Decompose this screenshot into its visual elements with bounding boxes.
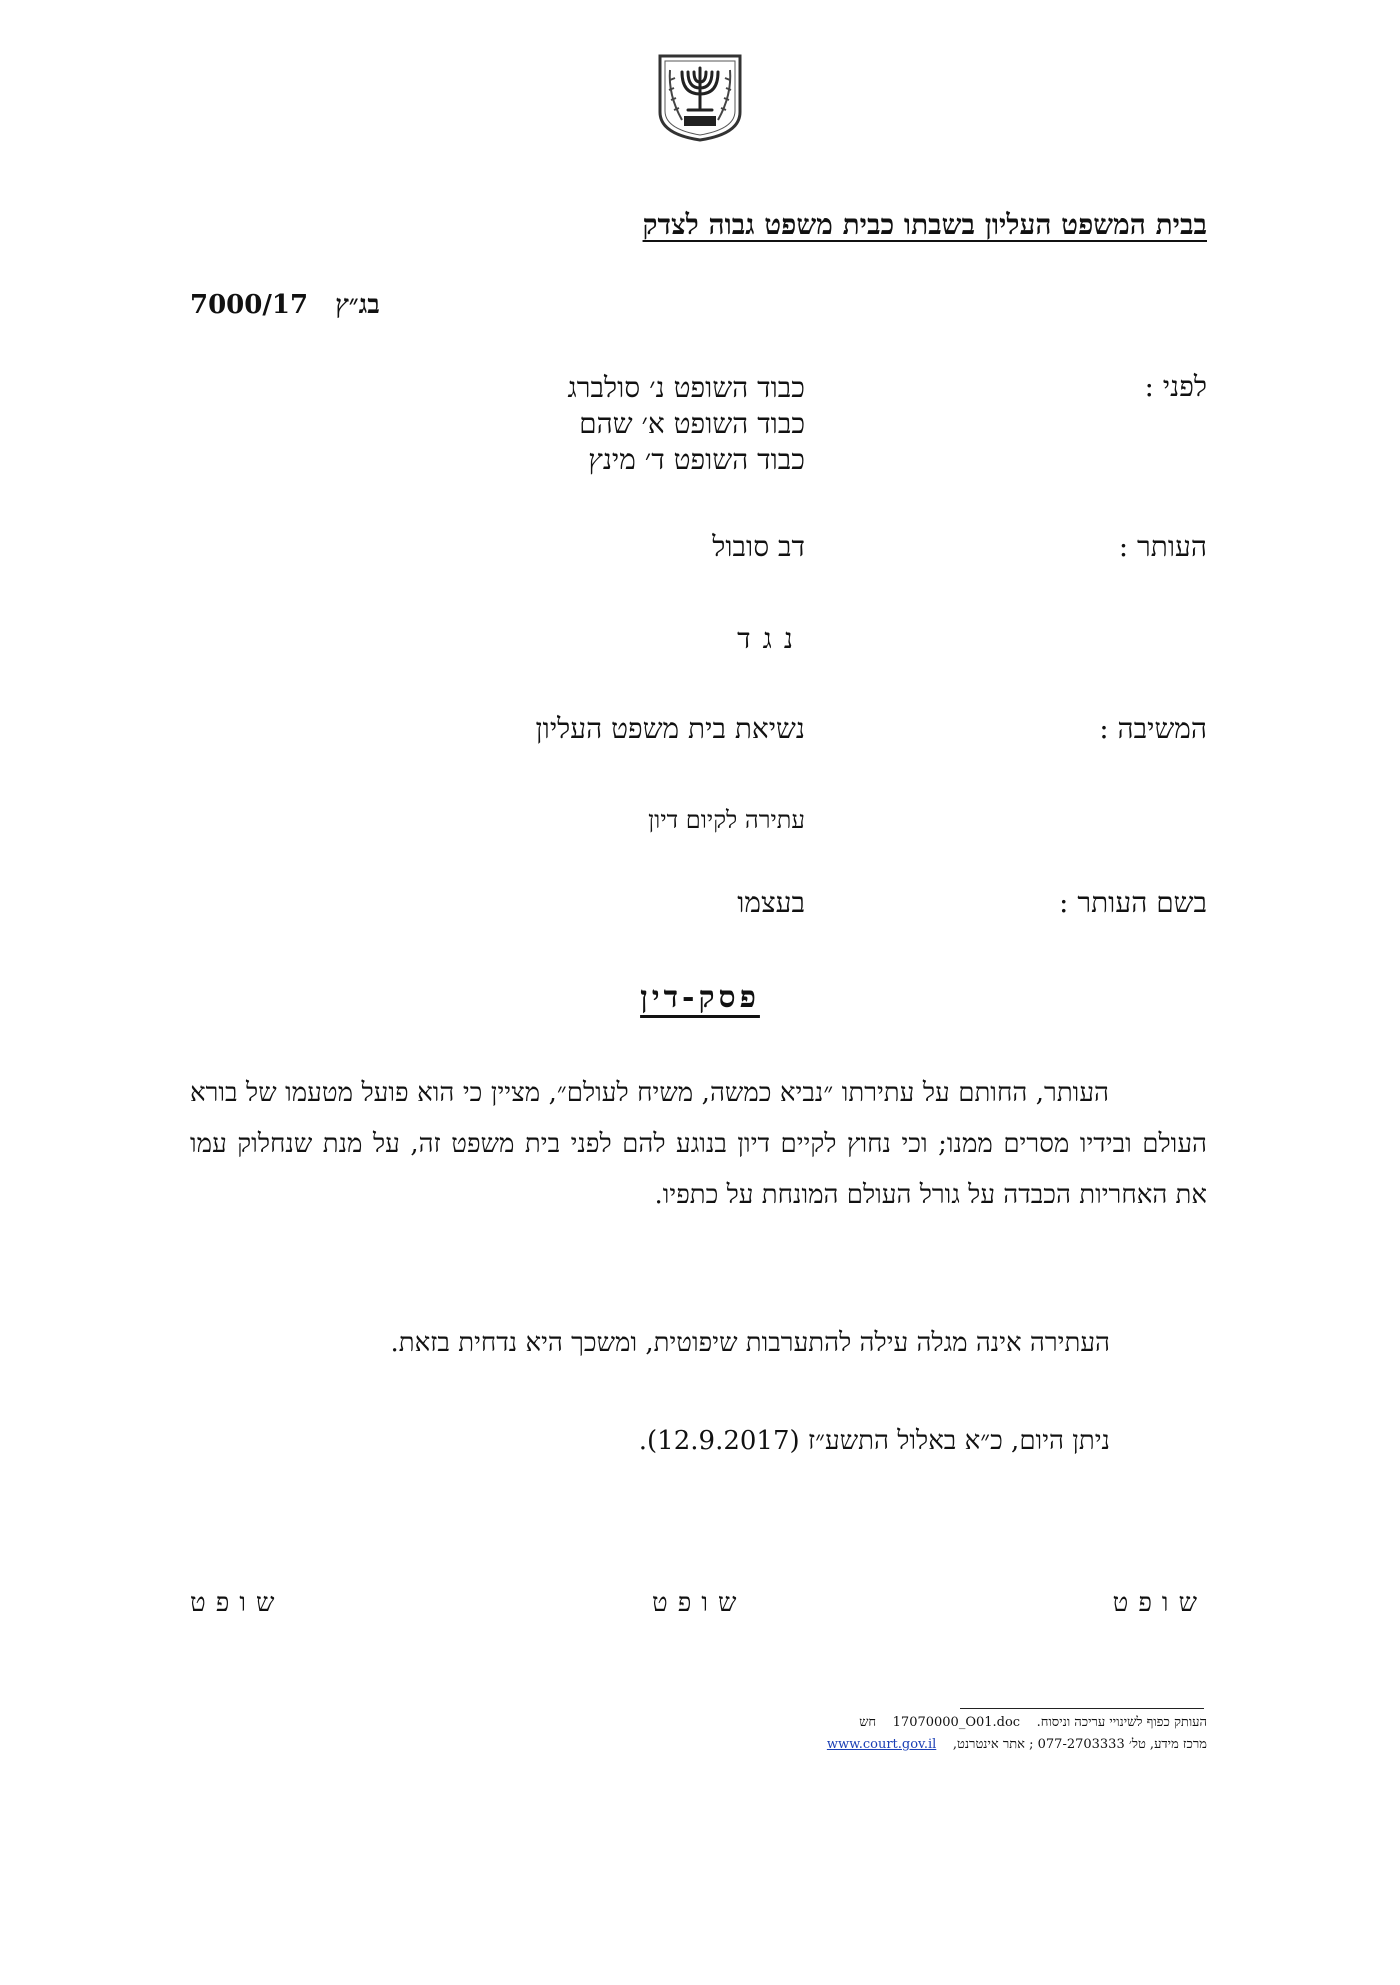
court-website-link[interactable]: www.court.gov.il	[826, 1737, 937, 1752]
court-title: בבית המשפט העליון בשבתו כבית משפט גבוה לצדק	[642, 208, 1207, 241]
footer-divider	[960, 1708, 1204, 1709]
footer-initials: חש	[859, 1715, 877, 1730]
verdict-paragraph-2: העתירה אינה מגלה עילה להתערבות שיפוטית, ומשכך היא נדחית בזאת.	[390, 1328, 1110, 1358]
judge-name: כבוד השופט נ׳ סולברג	[567, 371, 805, 404]
footer-line-1	[859, 1714, 1207, 1730]
petition-type: עתירה לקיום דיון	[648, 806, 805, 834]
case-number-value: 7000/17	[190, 290, 309, 320]
judge-signature: שופט	[652, 1588, 747, 1618]
petitioner-label: העותר :	[1118, 530, 1207, 563]
counsel-label: בשם העותר :	[1059, 886, 1207, 919]
footer-disclaimer: העותק כפוף לשינויי עריכה וניסוח.	[1036, 1715, 1207, 1730]
judge-name: כבוד השופט ד׳ מינץ	[588, 443, 805, 476]
verdict-paragraph-1	[190, 1068, 1207, 1221]
judge-signature: שופט	[190, 1588, 285, 1618]
footer-file-name: 17070000_O01.doc	[892, 1715, 1021, 1730]
case-prefix: בג״ץ	[335, 290, 380, 320]
verdict-title: פסק-דין	[640, 980, 760, 1015]
footer-line-2	[827, 1736, 1207, 1752]
paragraph-text: העותר, החותם על עתירתו ״נביא כמשה, משיח לעולם״, מציין כי הוא פועל מטעמו של בורא העולם ובידיו מסרים ממנו; וכי נחוץ לקיים דיון בנוגע להם לפני בית משפט זה, על מנת שנחלוק עמו את האחריות הכבדה על גורל העולם המונחת על כתפיו.	[190, 1078, 1207, 1210]
verdict-date-line: ניתן היום, כ״א באלול התשע״ז (12.9.2017).	[638, 1426, 1110, 1456]
petitioner-name: דב סובול	[712, 530, 805, 563]
state-of-israel-emblem-icon	[652, 50, 748, 142]
before-label: לפני :	[1144, 370, 1207, 403]
versus-label: נגד	[737, 622, 805, 655]
judge-signature: שופט	[1112, 1588, 1207, 1618]
respondent-name: נשיאת בית משפט העליון	[535, 712, 805, 745]
judge-name: כבוד השופט א׳ שהם	[579, 407, 805, 440]
case-number	[190, 290, 380, 320]
footer-contact: מרכז מידע, טל׳ 077-2703333 ; אתר אינטרנט,	[952, 1737, 1207, 1752]
counsel-name: בעצמו	[737, 886, 805, 919]
respondent-label: המשיבה :	[1099, 712, 1207, 745]
judges-list	[568, 370, 805, 478]
